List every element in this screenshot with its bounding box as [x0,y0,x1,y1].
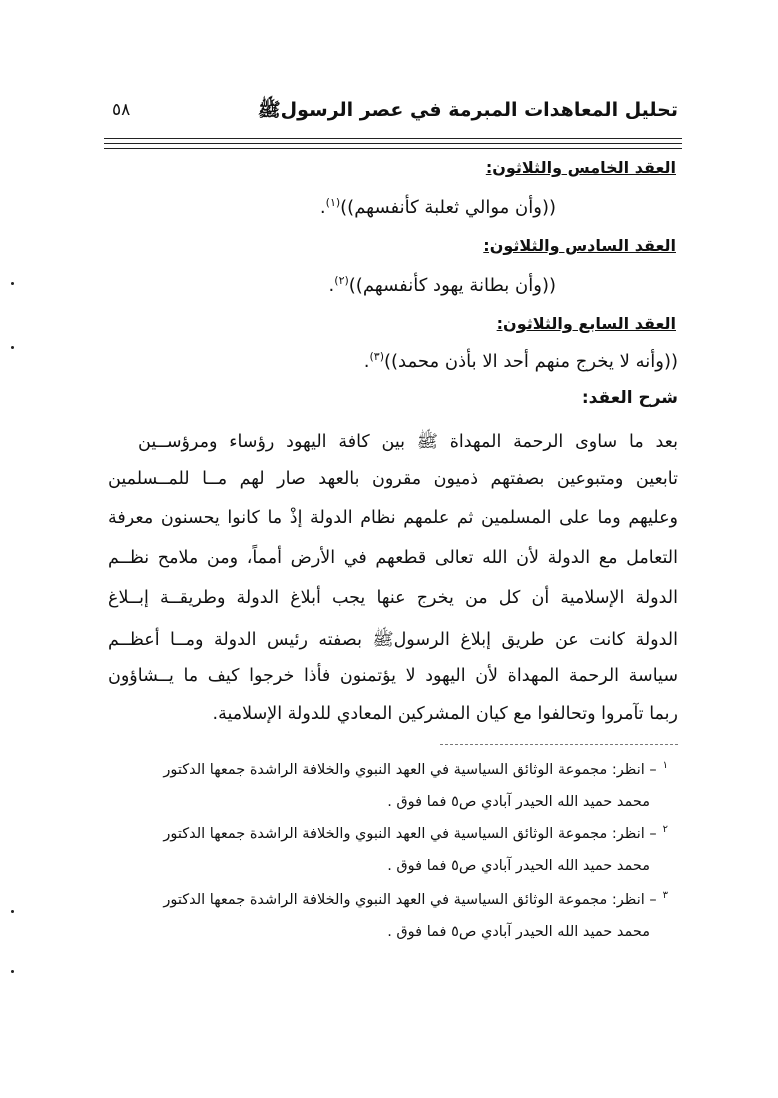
footnote-1-number: ١ [662,760,668,771]
contract-35-end: . [319,197,326,218]
scan-speck [11,282,14,285]
footnote-1-line-2: محمد حميد الله الحيدر آبادي ص٥ فما فوق . [387,794,650,810]
scan-speck [11,910,14,913]
paragraph-line-4: التعامل مع الدولة لأن الله تعالى قطعهم في الأرض أمماً، ومن ملامح نظــم [108,548,678,568]
footnote-separator [440,744,678,745]
contract-36-heading: العقد السادس والثلاثون: [483,236,676,255]
page-header [100,92,680,128]
contract-37-quote: ((وأنه لا يخرج منهم أحد الا بأذن محمد)) [384,351,678,372]
footnote-2-text: – انظر: مجموعة الوثائق السياسية في العهد النبوي والخلافة الراشدة جمعها الدكتور [163,825,657,842]
paragraph-line-5: الدولة الإسلامية أن كل من يخرج عنها يجب أبلاغ الدولة وطريقــة إبــلاغ [108,588,678,608]
header-rule-1 [104,138,682,139]
scan-speck [11,346,14,349]
footnote-ref-3[interactable]: (٣) [369,350,385,363]
footnote-3-line-2: محمد حميد الله الحيدر آبادي ص٥ فما فوق . [387,924,650,940]
contract-36-end: . [328,275,335,296]
contract-35-heading: العقد الخامس والثلاثون: [485,158,676,177]
contract-35-text [320,196,556,218]
contract-35-quote: ((وأن موالي ثعلبة كأنفسهم)) [340,197,556,218]
paragraph-line-7: سياسة الرحمة المهداة لأن اليهود لا يؤتمنون فأذا خرجوا كيف ما يــشاؤون [108,666,678,686]
footnote-3-text: – انظر: مجموعة الوثائق السياسية في العهد النبوي والخلافة الراشدة جمعها الدكتور [163,891,657,908]
header-rule-3 [104,148,682,149]
footnote-ref-2[interactable]: (٢) [334,274,349,287]
paragraph-line-1: بعد ما ساوى الرحمة المهداة ﷺ بين كافة اليهود رؤساء ومرؤســين [138,432,678,452]
footnote-3-number: ٣ [662,890,668,901]
scan-speck [11,970,14,973]
footnote-1-text: – انظر: مجموعة الوثائق السياسية في العهد النبوي والخلافة الراشدة جمعها الدكتور [163,761,657,778]
footnote-2-line-2: محمد حميد الله الحيدر آبادي ص٥ فما فوق . [387,858,650,874]
footnote-2-number: ٢ [662,824,668,835]
paragraph-line-6: الدولة كانت عن طريق إبلاغ الرسولﷺ بصفته رئيس الدولة ومــا أعظــم [108,630,678,650]
page-number: ٥٨ [112,100,131,120]
contract-37-end: . [363,351,370,372]
header-rule-2 [104,143,682,144]
paragraph-line-8: ربما تآمروا وتحالفوا مع كيان المشركين المعادي للدولة الإسلامية. [212,704,678,724]
footnote-ref-1[interactable]: (١) [325,196,341,209]
running-title: تحليل المعاهدات المبرمة في عصر الرسولﷺ [257,99,678,121]
paragraph-line-2: تابعين ومتبوعين بصفتهم ذميون مقرون بالعهد صار لهم مــا للمــسلمين [108,469,678,489]
footnote-1-line-1 [163,760,668,778]
contract-36-quote: ((وأن بطانة يهود كأنفسهم)) [348,275,556,296]
footnote-3-line-1 [163,890,668,908]
contract-37-text [364,350,678,372]
paragraph-line-3: وعليهم وما على المسلمين ثم علمهم نظام الدولة إذْ ما كانوا يحسنون معرفة [108,508,678,528]
contract-36-text [329,274,556,296]
contract-37-heading: العقد السابع والثلاثون: [496,314,676,333]
footnote-2-line-1 [163,824,668,842]
explanation-heading: شرح العقد: [581,388,678,408]
